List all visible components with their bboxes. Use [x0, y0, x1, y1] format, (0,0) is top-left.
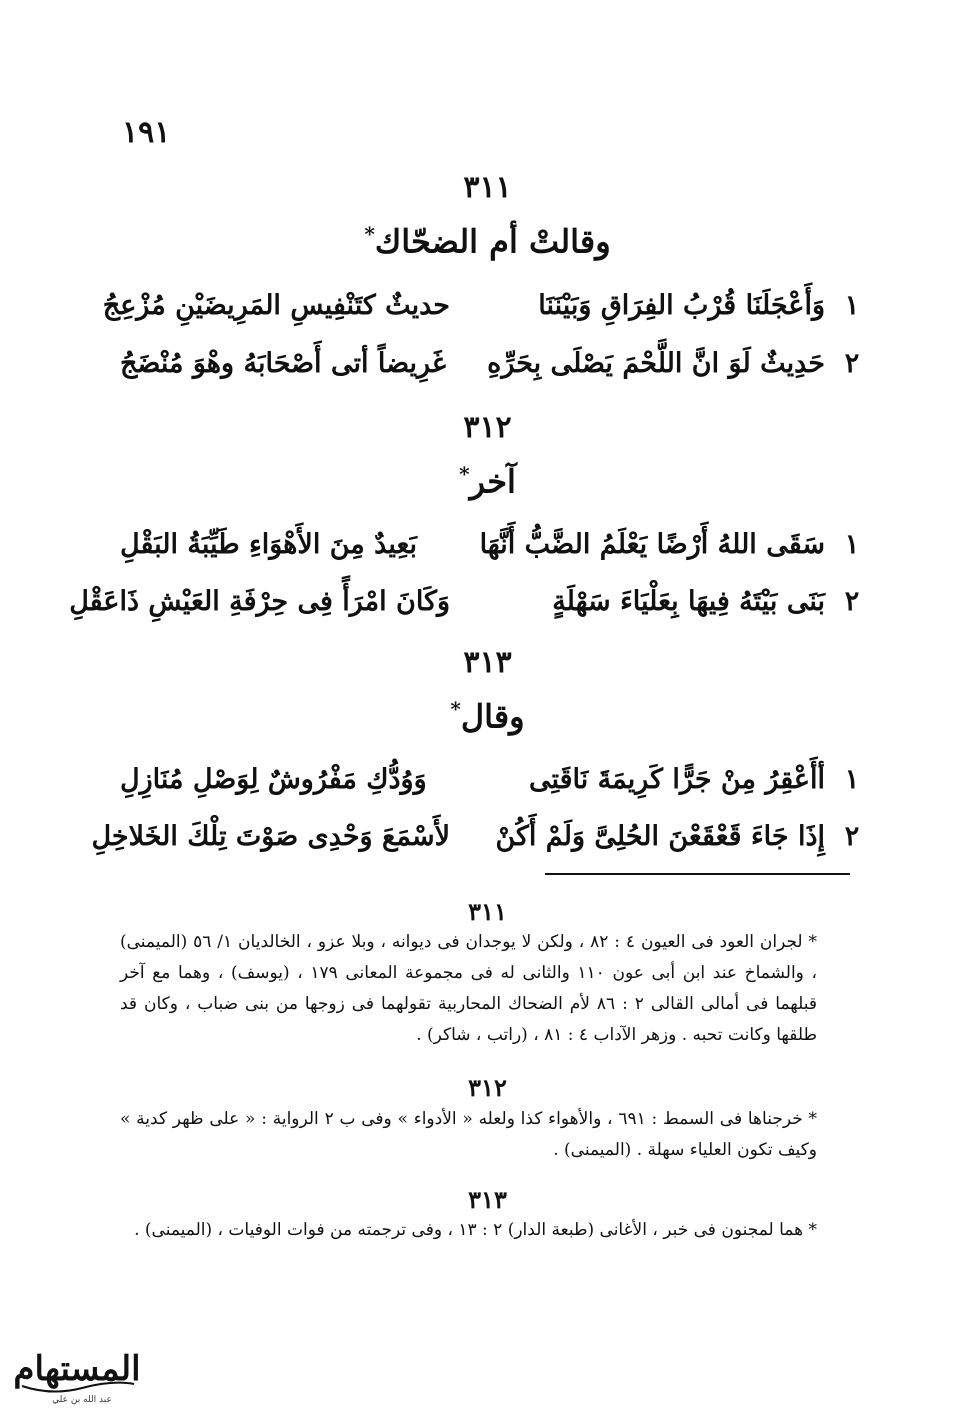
verse-second-hemistich: حديثٌ كتَنْفِيسِ المَرِيضَيْنِ مُزْعِجُ	[102, 290, 450, 321]
calligraphy-seal-icon	[12, 1338, 142, 1408]
verse-second-hemistich: لأَسْمَعَ وَحْدِى صَوْتَ تِلْكَ الخَلاخِلِ	[91, 821, 450, 852]
section-title: وقالتْ أم الضحّاك*	[364, 222, 611, 261]
footnote-separator	[545, 873, 850, 875]
svg-text:عبد الله بن علي: عبد الله بن علي	[52, 1395, 112, 1405]
footnote-text: * لجران العود فى العيون ٤ : ٨٢ ، ولكن لا يوجدان فى ديوانه ، وبلا عزو ، الخالديان ١/ ٥٦ (الميمنى) ، والشماخ عند ابن أبى عون ١١٠ والثانى له فى مجموعة المعانى ١٧٩ ، (يوسف) ، وهما مع آخر قبلهما فى أمالى القالى ٢ : ٨٦ لأم الضحاك المحاربية تقولهما فى زوجها من بنى ضباب ، وكان قد طلقها وكانت تحبه . وزهر الآداب ٤ : ٨١ ، (راتب ، شاكر) .	[120, 932, 817, 1045]
verse-first-hemistich: أأَعْقِرُ مِنْ جَرًّا كَرِيمَةَ نَاقَتِى	[528, 764, 825, 795]
verse-number: ٢	[844, 586, 860, 617]
footnote-marker: *	[459, 462, 470, 486]
section-number: ٣١٣	[463, 645, 512, 680]
section-number: ٣١١	[463, 170, 512, 205]
verse-first-hemistich: وَأَعْجَلَنَا قُرْبُ الفِرَاقِ وَبَيْنَنَا	[538, 290, 825, 321]
footnote-number: ٣١٢	[468, 1073, 507, 1102]
verse-second-hemistich: غَرِيضاً أتى أَصْحَابَهُ وهْوَ مُنْضَجُ	[120, 348, 447, 379]
verse-number: ١	[844, 529, 860, 560]
verse-first-hemistich: سَقَى اللهُ أَرْضًا يَعْلَمُ الضَّبُّ أَنَّهَا	[479, 529, 825, 560]
footnote-number: ٣١١	[468, 897, 507, 926]
verse-first-hemistich: بَنَى بَيْتَهُ فِيهَا بِعَلْيَاءَ سَهْلَةٍ	[552, 586, 825, 617]
footnote-number: ٣١٣	[468, 1185, 507, 1214]
footnote-marker: *	[364, 222, 375, 246]
verse-line	[69, 577, 860, 627]
footnote-text: * هما لمجنون فى خبر ، الأغانى (طبعة الدار) ٢ : ١٣ ، وفى ترجمته من فوات الوفيات ، (الميمنى) .	[134, 1220, 817, 1240]
verse-line	[91, 812, 860, 862]
verse-number: ١	[844, 764, 860, 795]
verse-first-hemistich: حَدِيثٌ لَوَ انَّ اللَّحْمَ يَصْلَى بِحَرِّهِ	[487, 348, 825, 379]
verse-line	[102, 281, 860, 331]
footnote-marker: *	[450, 697, 461, 721]
verse-first-hemistich: إِذَا جَاءَ قَعْقَعْنَ الحُلِىَّ وَلَمْ أَكُنْ	[495, 821, 825, 852]
section-number: ٣١٢	[463, 410, 512, 445]
page-number: ١٩١	[122, 115, 171, 150]
section-title: وقال*	[450, 697, 525, 736]
verse-second-hemistich: وَكَانَ امْرَأً فِى حِرْفَةِ العَيْشِ ذَاعَقْلِ	[69, 586, 450, 617]
verse-line	[120, 339, 860, 389]
verse-number: ١	[844, 290, 860, 321]
verse-line	[120, 755, 860, 805]
verse-number: ٢	[844, 348, 860, 379]
verse-second-hemistich: وَوُدُّكِ مَفْرُوشٌ لِوَصْلِ مُنَازِلِ	[120, 764, 427, 795]
section-title: آخر*	[459, 462, 516, 501]
verse-line	[120, 520, 860, 570]
footnote-text: * خرجناها فى السمط : ٦٩١ ، والأهواء كذا ولعله « الأدواء » وفى ب ٢ الرواية : « على ظهر كدية » وكيف تكون العلياء سهلة . (الميمنى) .	[120, 1109, 817, 1160]
verse-second-hemistich: بَعِيدٌ مِنَ الأَهْوَاءِ طَيِّبَةُ البَقْلِ	[120, 529, 417, 560]
svg-text:المستهام: المستهام	[13, 1349, 141, 1389]
verse-number: ٢	[844, 821, 860, 852]
